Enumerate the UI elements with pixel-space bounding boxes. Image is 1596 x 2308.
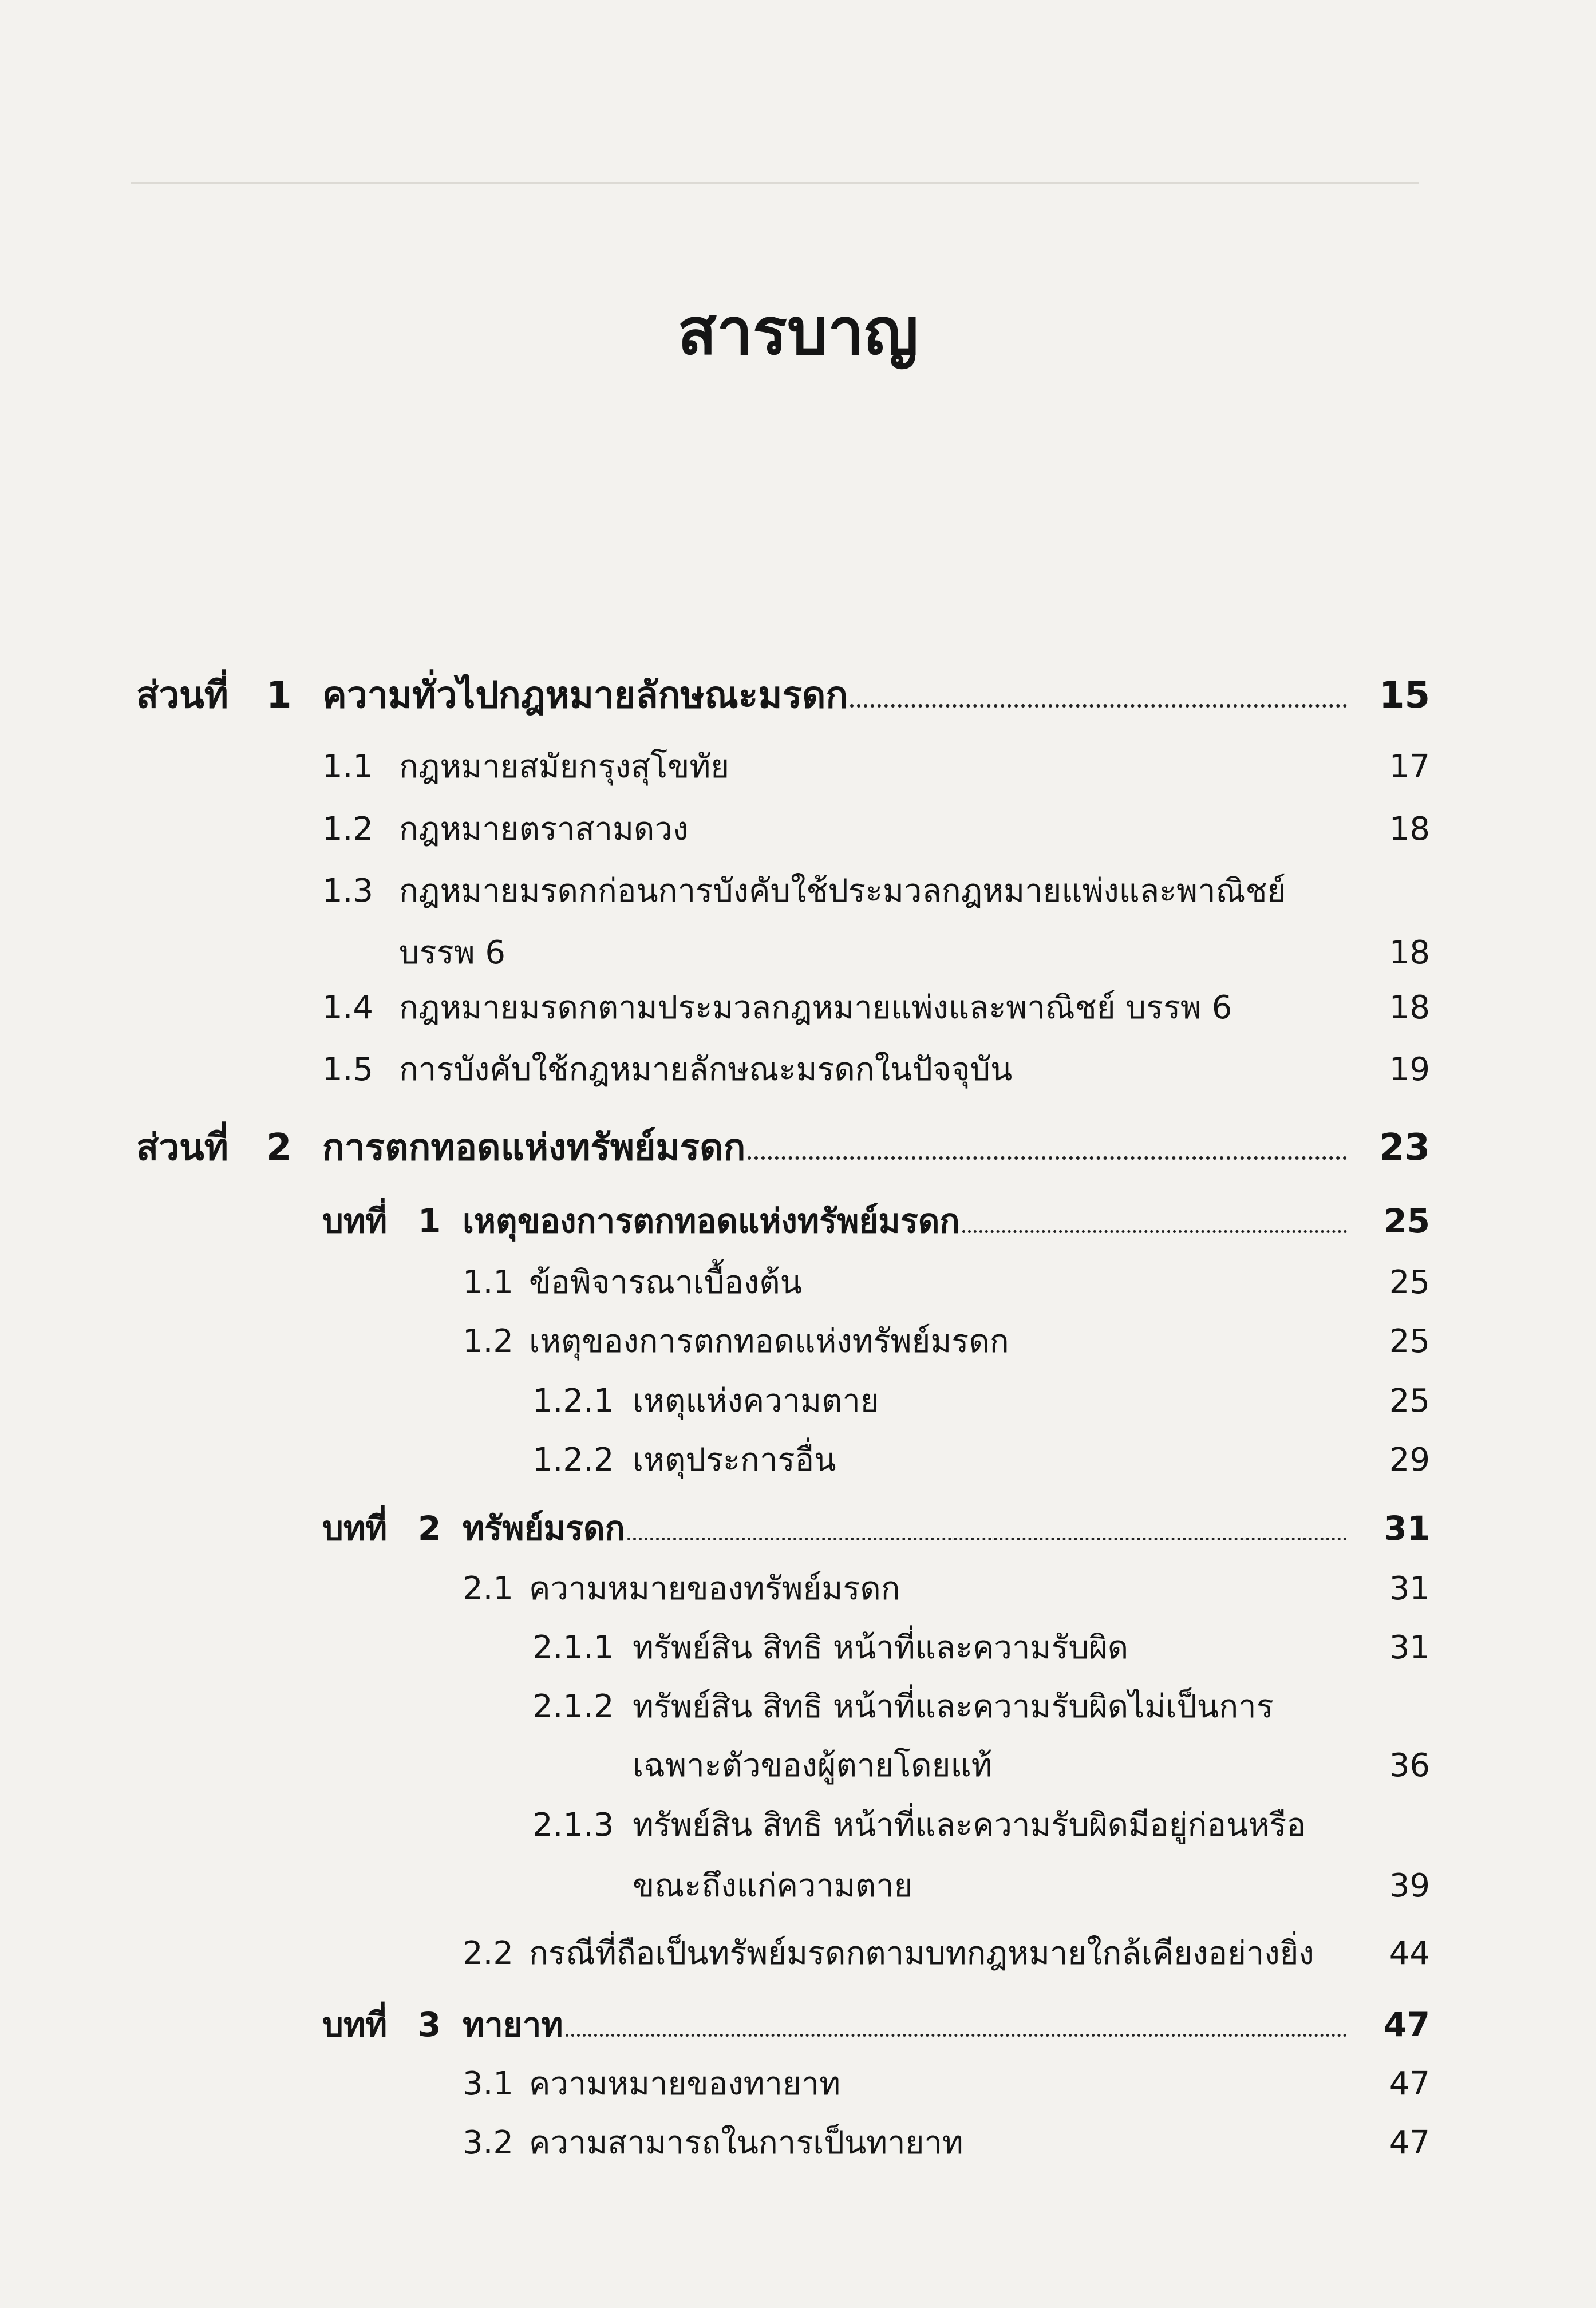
toc-item <box>0 1044 1596 1096</box>
item-number: 2.1.2 <box>532 1688 614 1725</box>
part-number: 1 <box>266 674 292 717</box>
item-title: ความหมายของทายาท <box>529 2065 841 2103</box>
toc-item <box>0 1800 1596 1851</box>
item-title: กฎหมายมรดกก่อนการบังคับใช้ประมวลกฎหมายแพ่งและพาณิชย์ <box>399 872 1286 910</box>
item-title: ความหมายของทรัพย์มรดก <box>529 1570 900 1607</box>
page-number: 31 <box>1389 1570 1430 1607</box>
page-number: 47 <box>1384 2005 1430 2044</box>
toc-item <box>0 804 1596 855</box>
page-number: 18 <box>1389 811 1430 848</box>
toc-item <box>0 1681 1596 1733</box>
toc-chapter-1 <box>0 1195 1596 1247</box>
item-number: 1.1 <box>463 1264 514 1301</box>
item-title-cont: บรรพ 6 <box>399 934 506 971</box>
page-number: 25 <box>1389 1323 1430 1360</box>
toc-chapter-3 <box>0 1999 1596 2050</box>
dot-leader <box>962 1230 1347 1233</box>
toc-item-continuation <box>0 1740 1596 1792</box>
part-number: 2 <box>266 1127 292 1169</box>
item-title: ทรัพย์สิน สิทธิ หน้าที่และความรับผิดมีอยู่ก่อนหรือ <box>633 1807 1306 1844</box>
item-number: 2.2 <box>463 1935 514 1972</box>
item-number: 3.1 <box>463 2065 514 2103</box>
toc-chapter-2 <box>0 1503 1596 1554</box>
item-title-cont: เฉพาะตัวของผู้ตายโดยแท้ <box>633 1747 993 1784</box>
page-number: 31 <box>1384 1509 1430 1548</box>
item-title: การบังคับใช้กฎหมายลักษณะมรดกในปัจจุบัน <box>399 1051 1013 1088</box>
toc-item <box>0 1928 1596 1979</box>
item-number: 1.2.1 <box>532 1382 614 1420</box>
toc-item <box>0 1257 1596 1309</box>
toc-item <box>0 741 1596 793</box>
item-title-cont: ขณะถึงแก่ความตาย <box>633 1867 913 1904</box>
toc-item <box>0 982 1596 1034</box>
part-title: การตกทอดแห่งทรัพย์มรดก <box>322 1127 746 1169</box>
chapter-title: เหตุของการตกทอดแห่งทรัพย์มรดก <box>463 1202 960 1240</box>
page-number: 44 <box>1389 1935 1430 1972</box>
toc-item <box>0 2058 1596 2110</box>
page-number: 23 <box>1378 1127 1430 1169</box>
item-number: 1.3 <box>322 872 374 910</box>
page-number: 47 <box>1389 2065 1430 2103</box>
item-number: 1.4 <box>322 989 374 1026</box>
page-number: 47 <box>1389 2124 1430 2161</box>
part-title: ความทั่วไปกฎหมายลักษณะมรดก <box>322 674 848 717</box>
item-title: เหตุประการอื่น <box>633 1441 836 1479</box>
toc-item <box>0 1316 1596 1368</box>
item-title: กฎหมายสมัยกรุงสุโขทัย <box>399 748 730 785</box>
item-title: กฎหมายมรดกตามประมวลกฎหมายแพ่งและพาณิชย์ บรรพ 6 <box>399 989 1232 1026</box>
item-number: 3.2 <box>463 2124 514 2161</box>
dot-leader <box>850 704 1347 708</box>
toc-item-continuation <box>0 1860 1596 1912</box>
item-title: ทรัพย์สิน สิทธิ หน้าที่และความรับผิด <box>633 1629 1129 1666</box>
page-number: 25 <box>1389 1264 1430 1301</box>
toc-item <box>0 1622 1596 1674</box>
page-number: 39 <box>1389 1867 1430 1904</box>
toc-item <box>0 2117 1596 2169</box>
part-label: ส่วนที่ <box>136 1127 228 1169</box>
item-number: 2.1.1 <box>532 1629 614 1666</box>
chapter-title: ทรัพย์มรดก <box>463 1509 625 1548</box>
page-number: 17 <box>1389 748 1430 785</box>
item-title: ข้อพิจารณาเบื้องต้น <box>529 1264 802 1301</box>
page-number: 18 <box>1389 989 1430 1026</box>
chapter-number: 2 <box>418 1509 441 1548</box>
item-title: ทรัพย์สิน สิทธิ หน้าที่และความรับผิดไม่เป็นการ <box>633 1688 1274 1725</box>
item-number: 2.1.3 <box>532 1807 614 1844</box>
page-number: 31 <box>1389 1629 1430 1666</box>
item-number: 1.2.2 <box>532 1441 614 1479</box>
page-number: 25 <box>1384 1202 1430 1240</box>
page-title: สารบาญ <box>677 295 919 369</box>
page-number: 25 <box>1389 1382 1430 1420</box>
item-title: เหตุแห่งความตาย <box>633 1382 879 1420</box>
chapter-label: บทที่ <box>322 1509 388 1548</box>
page-number: 29 <box>1389 1441 1430 1479</box>
header-rule <box>131 182 1419 184</box>
page-number: 18 <box>1389 934 1430 971</box>
toc-item-continuation <box>0 927 1596 979</box>
dot-leader <box>627 1538 1347 1540</box>
part-label: ส่วนที่ <box>136 674 228 717</box>
toc-part-1 <box>0 670 1596 721</box>
toc-part-2 <box>0 1122 1596 1173</box>
item-number: 2.1 <box>463 1570 514 1607</box>
chapter-number: 3 <box>418 2005 441 2044</box>
item-title: เหตุของการตกทอดแห่งทรัพย์มรดก <box>529 1323 1009 1360</box>
dot-leader <box>566 2034 1347 2037</box>
chapter-label: บทที่ <box>322 1202 388 1240</box>
page-number: 19 <box>1389 1051 1430 1088</box>
item-title: กรณีที่ถือเป็นทรัพย์มรดกตามบทกฎหมายใกล้เคียงอย่างยิ่ง <box>529 1935 1314 1972</box>
dot-leader <box>748 1156 1347 1160</box>
item-title: กฎหมายตราสามดวง <box>399 811 689 848</box>
item-title: ความสามารถในการเป็นทายาท <box>529 2124 963 2161</box>
toc-item <box>0 1563 1596 1615</box>
chapter-label: บทที่ <box>322 2005 388 2044</box>
toc-item <box>0 1434 1596 1486</box>
toc-item <box>0 866 1596 917</box>
item-number: 1.2 <box>463 1323 514 1360</box>
page-number: 36 <box>1389 1747 1430 1784</box>
item-number: 1.2 <box>322 811 374 848</box>
item-number: 1.1 <box>322 748 374 785</box>
chapter-number: 1 <box>418 1202 441 1240</box>
item-number: 1.5 <box>322 1051 374 1088</box>
chapter-title: ทายาท <box>463 2005 563 2044</box>
toc-item <box>0 1376 1596 1427</box>
page-number: 15 <box>1378 674 1430 717</box>
